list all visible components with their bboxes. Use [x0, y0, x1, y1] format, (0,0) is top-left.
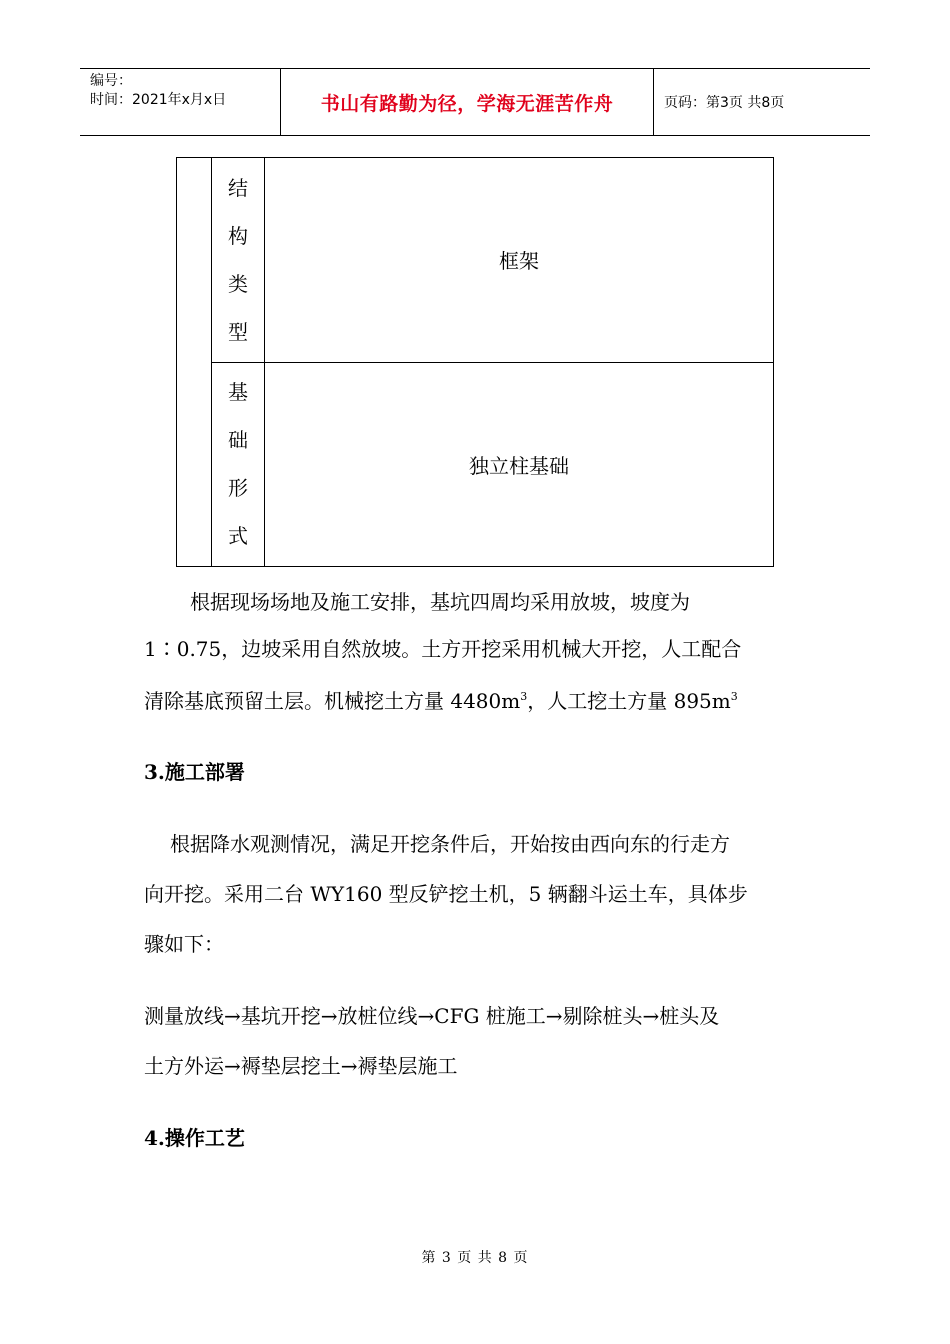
header-motto: 书山有路勤为径，学海无涯苦作舟: [281, 69, 654, 135]
body-line: 根据现场场地及施工安排，基坑四周均采用放坡，坡度为: [190, 590, 690, 614]
body-text: ，人工挖土方量 895m: [527, 689, 731, 713]
table-row: [212, 362, 773, 567]
body-text: 清除基底预留土层。机械挖土方量 4480m: [144, 689, 521, 713]
body-line: 1∶0.75，边坡采用自然放坡。土方开挖采用机械大开挖，人工配合: [144, 637, 742, 661]
header-time-label: 时间：2021年x月x日: [90, 92, 227, 108]
label-char: 结: [228, 175, 248, 200]
header-meta: [80, 69, 281, 135]
section-heading: 3.施工部署: [144, 760, 245, 784]
table-row-value: 框架: [499, 249, 539, 274]
table-rows: [212, 158, 773, 566]
table-row-label: [212, 363, 265, 567]
section-heading: 4.操作工艺: [144, 1126, 245, 1150]
table-row: [212, 158, 773, 362]
header-number-label: 编号：: [90, 73, 132, 89]
body-line: [144, 689, 738, 713]
label-char: 式: [228, 524, 248, 549]
superscript: 3: [520, 690, 528, 703]
label-char: 类: [228, 271, 248, 296]
body-line: 向开挖。采用二台 WY160 型反铲挖土机，5 辆翻斗运土车，具体步: [144, 882, 748, 906]
label-char: 构: [228, 223, 248, 248]
page-header: [80, 68, 870, 136]
flow-line: 测量放线→基坑开挖→放桩位线→CFG 桩施工→剔除桩头→桩头及: [144, 1004, 720, 1028]
label-char: 型: [228, 319, 248, 344]
header-page-label: 页码：第3页 共8页: [664, 95, 785, 111]
body-line: 骤如下：: [144, 932, 224, 956]
table-row-label: [212, 158, 265, 362]
table-row-value: 独立柱基础: [469, 453, 569, 478]
label-char: 形: [228, 476, 248, 501]
label-char: 基: [228, 380, 248, 405]
flow-line: 土方外运→褥垫层挖土→褥垫层施工: [144, 1054, 458, 1078]
table-blank-column: [177, 158, 212, 566]
label-char: 础: [228, 428, 248, 453]
page-footer: 第 3 页 共 8 页: [421, 1250, 529, 1266]
info-table: [176, 157, 774, 567]
superscript: 3: [730, 690, 738, 703]
body-line: 根据降水观测情况，满足开挖条件后，开始按由西向东的行走方: [170, 832, 730, 856]
